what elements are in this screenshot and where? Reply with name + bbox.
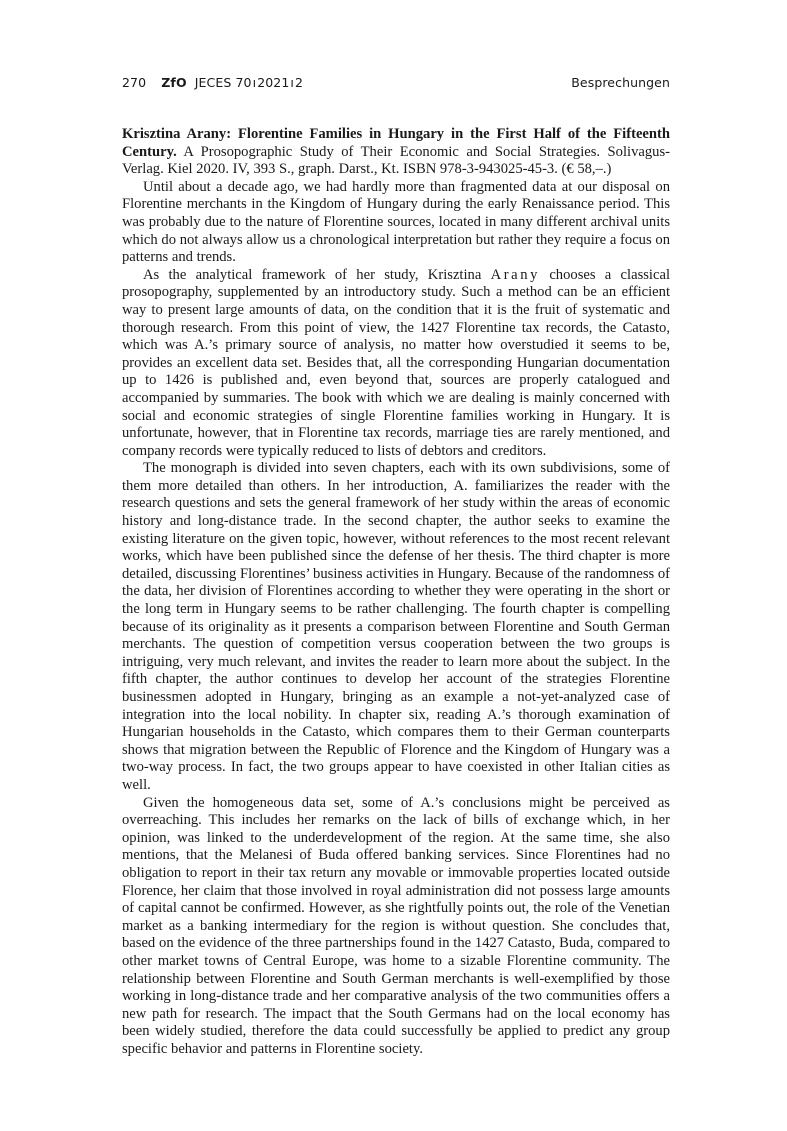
bibliographic-entry <box>122 126 670 179</box>
separator: ı <box>252 75 257 90</box>
author-name-spaced: Arany <box>490 266 541 283</box>
year: 2021 <box>257 75 290 90</box>
paragraph-text: chooses a classical prosopography, supplemented by an introductory study. Such a method can be an efficient way to present large amounts of data, on the condition that it is the fruit of systematic and thorough research. From this point of view, the 1427 Florentine tax records, the Catasto, which was A.’s primary source of analysis, no matter how overstudied it seems to be, provides an excellent data set. Besides that, all the corresponding Hungarian documentation up to 1426 is published and, even beyond that, sources are properly catalogued and accompanied by summaries. The book with which we are dealing is mainly concerned with social and economic strategies of single Florentine families working in Hungary. It is unfortunate, however, that in Florentine tax records, marriage ties are rarely mentioned, and company records were typically reduced to lists of debtors and creditors. <box>122 266 670 459</box>
review-paragraph: Given the homogeneous data set, some of A.’s conclusions might be perceived as overreaching. This includes her remarks on the lack of bills of exchange which, in her opinion, was linked to the underdevelopment of the region. At the same time, she also mentions, that the Melanesi of Buda offered banking services. Since Florentines had no obligation to report in their tax return any movable or immovable properties located outside Florence, her claim that those involved in royal administration did not possess large amounts of capital cannot be confirmed. However, as she rightfully points out, the role of the Venetian market as a banking intermediary for the region is without question. She concludes that, based on the evidence of the three partnerships found in the 1427 Catasto, Buda, compared to other market towns of Central Europe, was home to a sizable Florentine community. The relationship between Florentine and South German merchants is well-exemplified by those working in long-distance trade and her comparative analysis of the two communities offers a new path for research. The impact that the South Germans had on the local economy has been widely studied, therefore the data could successfully be applied to predict any group specific behavior and patterns in Florentine society. <box>122 794 670 1057</box>
publication-details: A Prosopographic Study of Their Economic and Social Strategies. Solivagus-Verlag. Kiel 2020. IV, 393 S., graph. Darst., Kt. ISBN 978-3-943025-45-3. (€ 58,–.) <box>122 143 670 178</box>
review-paragraph: Until about a decade ago, we had hardly more than fragmented data at our disposal on Florentine merchants in the Kingdom of Hungary during the early Renaissance period. This was probably due to the nature of Florentine sources, located in many different archival units which do not always allow us a chronological interpretation but rather they require a focus on patterns and trends. <box>122 178 670 266</box>
running-head-left <box>122 75 303 90</box>
journal-subtitle: JECES <box>194 75 232 90</box>
paragraph-text: As the analytical framework of her study, Krisztina <box>143 266 491 283</box>
running-head <box>122 72 670 92</box>
review-paragraph: The monograph is divided into seven chapters, each with its own subdivisions, some of them more detailed than others. In her introduction, A. familiarizes the reader with the research questions and sets the general framework of her study within the areas of economic history and long-distance trade. In the second chapter, the author seeks to examine the existing literature on the given topic, however, without references to the most recent relevant works, which have been published since the defense of her thesis. The third chapter is more detailed, discussing Florentines’ business activities in Hungary. Because of the randomness of the data, her division of Florentines according to whether they were operating in the short or the long term in Hungary seems to be rather challenging. The fourth chapter is compelling because of its originality as it presents a comparison between Florentine and South German merchants. The question of competition versus cooperation between the two groups is intriguing, very much relevant, and invites the reader to learn more about the subject. In the fifth chapter, the author continues to develop her account of the strategies Florentine businessmen adopted in Hungary, bringing as an example a not-yet-analyzed case of integration into the local nobility. In chapter six, reading A.’s thorough examination of Hungarian households in the Catasto, which compares them to their German counterparts shows that migration between the Republic of Florence and the Kingdom of Hungary was a two-way process. In fact, the two groups appear to have coexisted in other Italian cities as well. <box>122 460 670 793</box>
review-article <box>122 126 670 1058</box>
reviewed-title: : Florentine Families in Hungary in the First Half of the Fifteenth Century. <box>122 126 671 160</box>
review-paragraph <box>122 267 670 461</box>
journal-abbreviation: ZfO <box>161 75 187 90</box>
reviewed-author: Krisztina Arany <box>122 126 227 142</box>
page-number: 270 <box>122 75 147 90</box>
issue-number: 2 <box>294 75 304 90</box>
section-name: Besprechungen <box>571 75 670 90</box>
separator: ı <box>290 75 294 90</box>
volume-number: 70 <box>235 75 252 90</box>
